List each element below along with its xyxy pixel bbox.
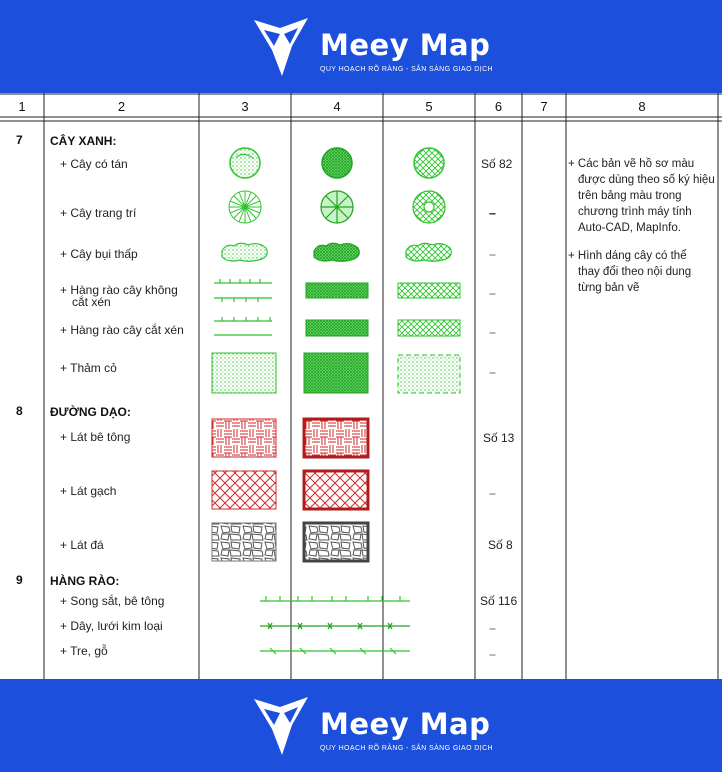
stone-paving-symbol-col4 <box>304 523 368 561</box>
stone-paving-symbol-col3 <box>212 523 276 561</box>
row-code: -- <box>489 286 495 300</box>
section-title: ĐƯỜNG DẠO: <box>50 405 131 419</box>
cut-hedge-symbol-col3 <box>214 317 272 335</box>
row-label: + Lát đá <box>60 538 104 552</box>
row-label: + Cây bụi thấp <box>60 247 138 261</box>
note-line: thay đổi theo nội dung <box>578 266 692 278</box>
col-header-4: 4 <box>333 99 341 114</box>
row-code: -- <box>489 365 495 379</box>
lawn-symbol-col5 <box>398 355 460 393</box>
col-header-7: 7 <box>540 99 548 114</box>
note-line: trên bảng màu trong <box>578 190 682 202</box>
note-line: chương trình máy tính <box>578 206 692 218</box>
col-header-6: 6 <box>494 99 503 114</box>
row-code: -- <box>489 621 495 635</box>
row-label: + Hàng rào cây cắt xén <box>60 323 184 337</box>
legend-table <box>0 93 722 679</box>
col-header-2: 2 <box>117 99 126 114</box>
iron-fence-symbol <box>260 596 410 601</box>
uncut-hedge-symbol-col3 <box>214 279 272 302</box>
note-line: được dùng theo số ký hiệu <box>578 174 715 186</box>
ornamental-tree-symbol-col5 <box>413 191 445 223</box>
shrub-symbol-col4 <box>314 243 359 261</box>
section-number: 9 <box>16 573 23 587</box>
row-label: + Cây trang trí <box>60 206 137 220</box>
tree-canopy-symbol-col3 <box>230 148 260 178</box>
brand-name: Meey Map <box>320 28 491 62</box>
lawn-symbol-col4 <box>304 353 368 393</box>
note-line: Auto-CAD, MapInfo. <box>578 222 681 234</box>
shrub-symbol-col3 <box>222 243 267 261</box>
uncut-hedge-symbol-col4 <box>306 283 368 298</box>
ornamental-tree-symbol-col4 <box>321 191 353 223</box>
row-code: Số 116 <box>480 594 518 608</box>
row-label: + Hàng rào cây không <box>60 283 178 297</box>
brand-tagline: QUY HOẠCH RÕ RÀNG - SẴN SÀNG GIAO DỊCH <box>320 745 493 752</box>
brick-paving-symbol-col3 <box>212 471 276 509</box>
lawn-symbol-col3 <box>212 353 276 393</box>
brand-tagline: QUY HOẠCH RÕ RÀNG - SẴN SÀNG GIAO DỊCH <box>320 66 493 73</box>
row-label-continued: cắt xén <box>72 295 111 309</box>
section-number: 8 <box>16 404 23 418</box>
note-line: + Các bản vẽ hồ sơ màu <box>568 158 695 170</box>
col-header-3: 3 <box>241 99 249 114</box>
tree-canopy-symbol-col4 <box>322 148 352 178</box>
cut-hedge-symbol-col4 <box>306 320 368 336</box>
row-code: Số 13 <box>483 431 515 445</box>
ornamental-tree-symbol-col3 <box>229 191 261 223</box>
row-code: -- <box>489 647 495 661</box>
brand-logo[interactable] <box>252 691 512 761</box>
section-title: HÀNG RÀO: <box>50 574 120 588</box>
meey-logo-icon <box>252 695 312 757</box>
row-label: + Song sắt, bê tông <box>60 594 165 608</box>
cut-hedge-symbol-col5 <box>398 320 460 336</box>
section-title: CÂY XANH: <box>50 134 117 148</box>
uncut-hedge-symbol-col5 <box>398 283 460 298</box>
brick-paving-symbol-col4 <box>304 471 368 509</box>
bottom-banner <box>0 679 722 772</box>
row-code: Số 8 <box>488 538 513 552</box>
row-label: + Cây có tán <box>60 157 128 171</box>
row-label: + Lát gạch <box>60 484 117 498</box>
col-header-1: 1 <box>18 99 26 114</box>
shrub-symbol-col5 <box>406 243 451 261</box>
row-label: + Tre, gỗ <box>60 644 108 658</box>
row-code: -- <box>489 325 495 339</box>
note-line: + Hình dáng cây có thể <box>568 250 687 262</box>
brand-name: Meey Map <box>320 707 491 741</box>
section-number: 7 <box>16 133 23 147</box>
row-code: -- <box>489 247 495 261</box>
note-line: từng bản vẽ <box>578 282 640 294</box>
concrete-paving-symbol-col3 <box>212 419 276 457</box>
row-label: + Thảm cỏ <box>60 361 117 375</box>
row-code: Số 82 <box>481 157 513 171</box>
brand-logo[interactable] <box>252 12 512 82</box>
row-label: + Lát bê tông <box>60 430 131 444</box>
tree-canopy-symbol-col5 <box>414 148 444 178</box>
concrete-paving-symbol-col4 <box>304 419 368 457</box>
wire-fence-symbol <box>260 623 410 629</box>
col-header-5: 5 <box>425 99 433 114</box>
top-banner <box>0 0 722 93</box>
col-header-8: 8 <box>638 99 646 114</box>
legend-symbols <box>0 93 722 679</box>
meey-logo-icon <box>252 16 312 78</box>
row-label: + Dây, lưới kim loại <box>60 619 163 633</box>
row-code: -- <box>489 486 495 500</box>
bamboo-fence-symbol <box>260 648 410 654</box>
row-code: -- <box>489 206 495 220</box>
